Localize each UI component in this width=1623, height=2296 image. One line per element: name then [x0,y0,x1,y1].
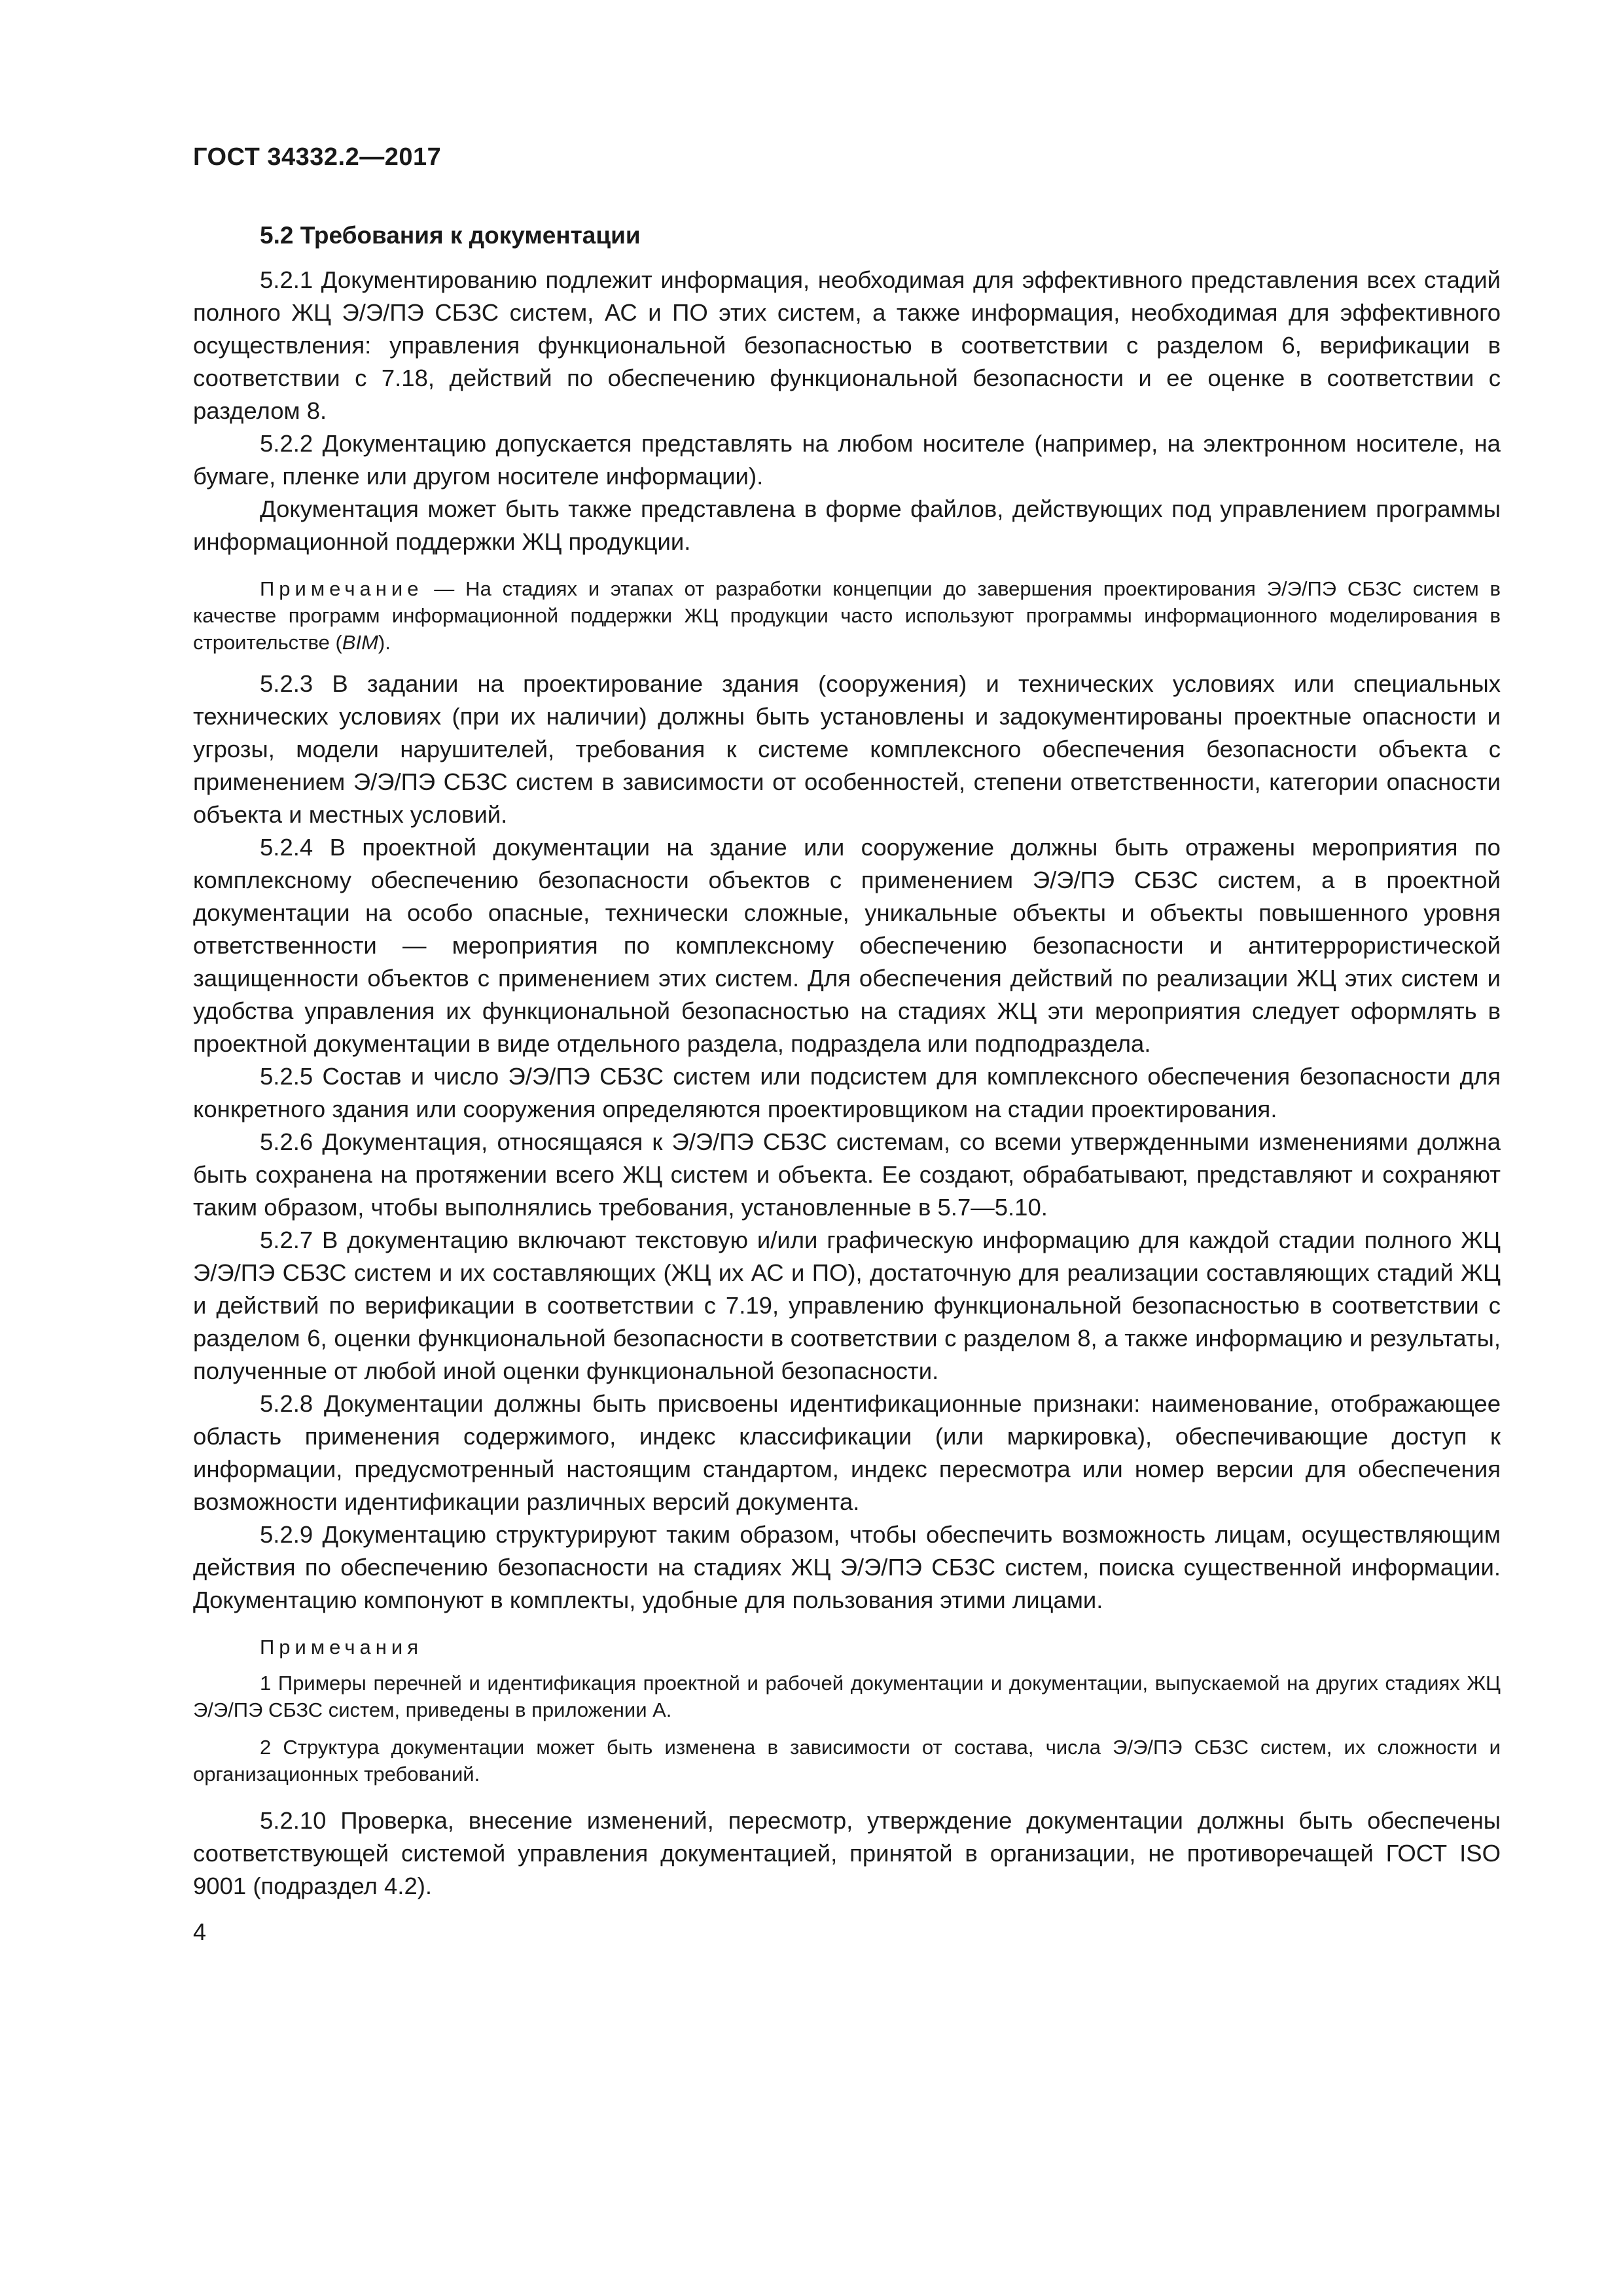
document-header: ГОСТ 34332.2—2017 [193,143,442,171]
paragraph-5-2-2: 5.2.2 Документацию допускается представлять на любом носителе (например, на электронном носителе, на бумаге, пленке или другом носителе информации). [193,430,1501,490]
document-page [193,141,1501,1947]
note-label: Примечание [260,577,423,600]
paragraph-5-2-1: 5.2.1 Документированию подлежит информация, необходимая для эффективного представления всех стадий полного ЖЦ Э/Э/ПЭ СБЗС систем, АС и ПО этих систем, а также информация, необходимая для эффективного осуществления: управления функциональной безопасностью в соответствии с разделом 6, верификации в соответствии с 7.18, действий по обеспечению функциональной безопасности и ее оценке в соответствии с разделом 8. [193,266,1501,424]
notes-heading: Примечания [260,1636,423,1659]
note-italic-bim: BIM [342,631,378,654]
note-item-1: 1 Примеры перечней и идентификация проектной и рабочей документации и документации, выпускаемой на других стадиях ЖЦ Э/Э/ПЭ СБЗС систем, приведены в приложении А. [193,1672,1501,1721]
note-item-2: 2 Структура документации может быть изменена в зависимости от состава, числа Э/Э/ПЭ СБЗС систем, их сложности и организационных требований. [193,1736,1501,1785]
paragraph-5-2-2-cont: Документация может быть также представлена в форме файлов, действующих под управлением программы информационной поддержки ЖЦ продукции. [193,495,1501,555]
paragraph-5-2-9: 5.2.9 Документацию структурируют таким образом, чтобы обеспечить возможность лицам, осуществляющим действия по обеспечению безопасности на стадиях ЖЦ Э/Э/ПЭ СБЗС систем, поиска существенной информации. Документацию компонуют в комплекты, удобные для пользования этими лицами. [193,1521,1501,1613]
note-text-end: ). [378,631,391,654]
paragraph-5-2-8: 5.2.8 Документации должны быть присвоены идентификационные признаки: наименование, отображающее область применения содержимого, индекс классификации (или маркировка), обеспечивающие доступ к информации, предусмотренный настоящим стандартом, индекс пересмотра или номер версии для обеспечения возможности идентификации различных версий документа. [193,1390,1501,1515]
paragraph-5-2-7: 5.2.7 В документацию включают текстовую и/или графическую информацию для каждой стадии полного ЖЦ Э/Э/ПЭ СБЗС систем и их составляющих (ЖЦ их АС и ПО), достаточную для реализации составляющих стадий ЖЦ и действий по верификации в соответствии с 7.19, управлению функциональной безопасностью в соответствии с разделом 6, оценки функциональной безопасности в соответствии с разделом 8, а также информацию и результаты, полученные от любой иной оценки функциональной безопасности. [193,1227,1501,1384]
section-title: 5.2 Требования к документации [260,222,641,249]
note-bim [193,575,1501,656]
paragraph-5-2-6: 5.2.6 Документация, относящаяся к Э/Э/ПЭ СБЗС системам, со всеми утвержденными изменениями должна быть сохранена на протяжении всего ЖЦ систем и объекта. Ее создают, обрабатывают, представляют и сохраняют таким образом, чтобы выполнялись требования, установленные в 5.7—5.10. [193,1128,1501,1221]
paragraph-5-2-3: 5.2.3 В задании на проектирование здания (сооружения) и технических условиях или специальных технических условиях (при их наличии) должны быть установлены и задокументированы проектные опасности и угрозы, модели нарушителей, требования к системе комплексного обеспечения безопасности объекта с применением Э/Э/ПЭ СБЗС систем в зависимости от особенностей, степени ответственности, категории опасности объекта и местных условий. [193,670,1501,828]
note-text: — На стадиях и этапах от разработки концепции до завершения проектирования Э/Э/ПЭ СБЗС систем в качестве программ информационной поддержки ЖЦ продукции часто используют программы информационного моделирования в строительстве ( [193,577,1501,654]
paragraph-5-2-4: 5.2.4 В проектной документации на здание или сооружение должны быть отражены мероприятия по комплексному обеспечению безопасности объектов с применением Э/Э/ПЭ СБЗС систем, а в проектной документации на особо опасные, технически сложные, уникальные объекты и объекты повышенного уровня ответственности — мероприятия по комплексному обеспечению безопасности и антитеррористической защищенности объектов с применением этих систем. Для обеспечения действий по реализации ЖЦ этих систем и удобства управления их функциональной безопасностью на стадиях ЖЦ эти мероприятия следует оформлять в проектной документации в виде отдельного раздела, подраздела или подподраздела. [193,834,1501,1057]
page-number: 4 [193,1918,207,1945]
paragraph-5-2-5: 5.2.5 Состав и число Э/Э/ПЭ СБЗС систем или подсистем для комплексного обеспечения безопасности для конкретного здания или сооружения определяются проектировщиком на стадии проектирования. [193,1063,1501,1122]
paragraph-5-2-10: 5.2.10 Проверка, внесение изменений, пересмотр, утверждение документации должны быть обеспечены соответствующей системой управления документацией, принятой в организации, не противоречащей ГОСТ ISO 9001 (подраздел 4.2). [193,1807,1501,1899]
